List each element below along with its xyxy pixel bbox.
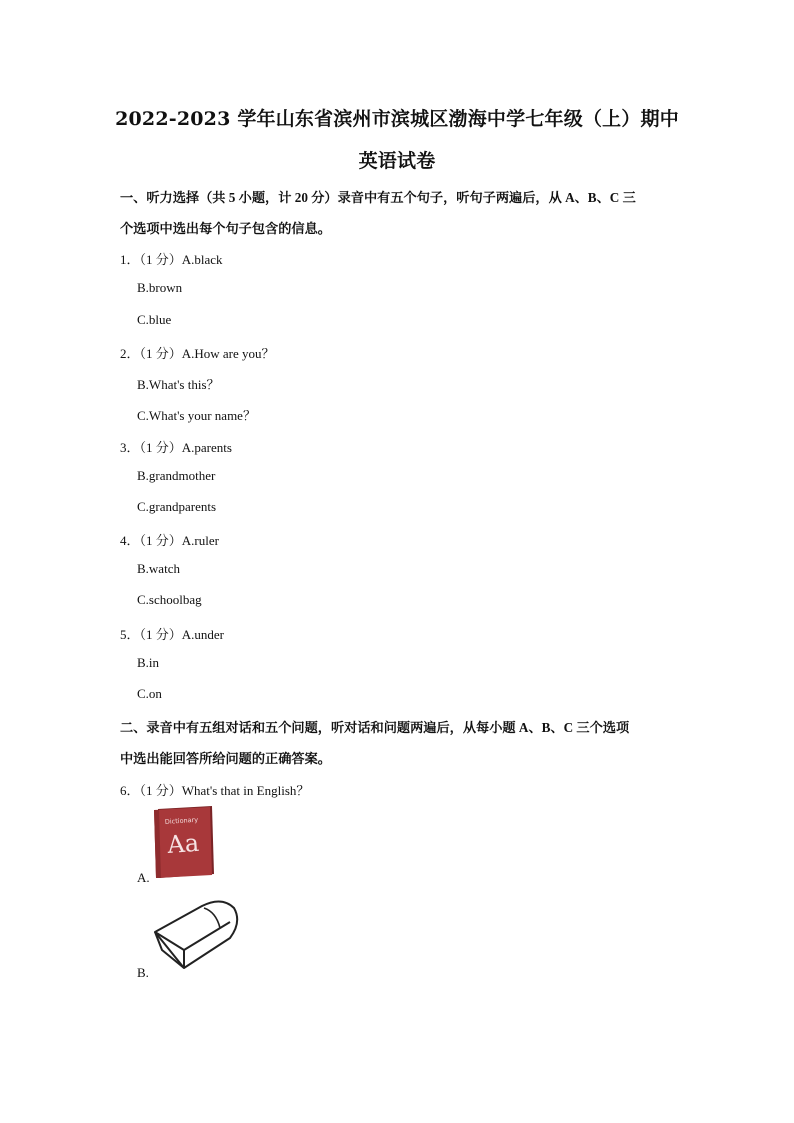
section2-instruction-line1: 二、录音中有五组对话和五个问题，听对话和问题两遍后，从每小题 A、B、C 三个选项 — [120, 720, 630, 735]
question-6-option-a-label: A. — [137, 870, 150, 885]
question-6-stem: 6．（1 分）What's that in English？ — [120, 783, 310, 798]
doc-title-line1: 2022-2023 学年山东省滨州市滨城区渤海中学七年级（上）期中 — [115, 108, 679, 130]
question-1-stem: 1．（1 分）A.black — [120, 252, 223, 267]
question-4-option-c: C.schoolbag — [137, 592, 202, 607]
question-6-option-b-label: B. — [137, 965, 149, 980]
dictionary-cover-letters: Aa — [166, 828, 200, 859]
eraser-image — [150, 894, 240, 974]
question-5-option-b: B.in — [137, 655, 160, 670]
question-1-option-c: C.blue — [137, 312, 172, 327]
question-3-option-c: C.grandparents — [137, 499, 217, 514]
eraser-sleeve-line — [204, 908, 220, 928]
section1-instruction-line2: 个选项中选出每个句子包含的信息。 — [120, 221, 331, 236]
question-5-stem: 5．（1 分）A.under — [120, 627, 224, 642]
dictionary-image — [152, 806, 216, 878]
question-1-option-b: B.brown — [137, 280, 183, 295]
question-2-option-b: B.What's this？ — [137, 377, 220, 392]
section1-instruction-line1: 一、听力选择（共 5 小题，计 20 分）录音中有五个句子，听句子两遍后，从 A、B、C 三 — [120, 190, 636, 205]
eraser-outline — [155, 901, 237, 968]
question-2-stem: 2．（1 分）A.How are you？ — [120, 346, 275, 361]
doc-title-line2: 英语试卷 — [358, 150, 436, 172]
question-4-option-b: B.watch — [137, 561, 180, 576]
question-2-option-c: C.What's your name？ — [137, 408, 256, 423]
question-3-stem: 3．（1 分）A.parents — [120, 440, 232, 455]
question-5-option-c: C.on — [137, 686, 162, 701]
dictionary-cover-word: Dictionary — [164, 815, 199, 826]
question-4-stem: 4．（1 分）A.ruler — [120, 533, 219, 548]
question-3-option-b: B.grandmother — [137, 468, 216, 483]
section2-instruction-line2: 中选出能回答所给问题的正确答案。 — [120, 751, 331, 766]
